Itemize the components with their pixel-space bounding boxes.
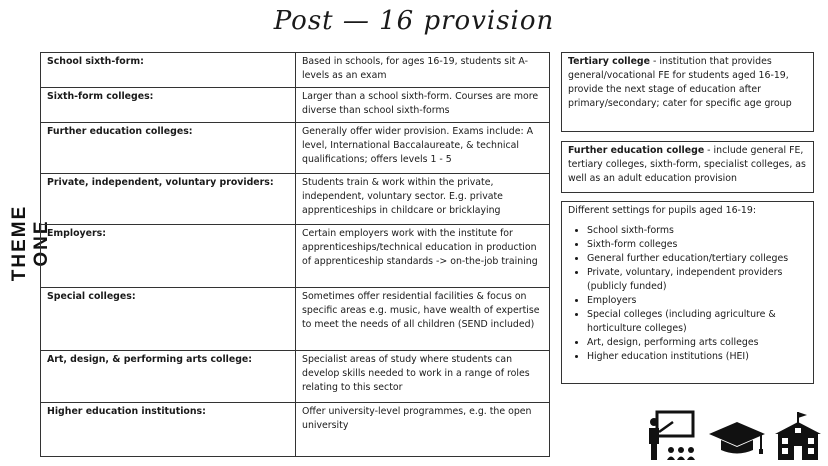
table-row — [41, 351, 550, 403]
list-item: • Private, voluntary, independent providers (publicly funded) — [587, 266, 808, 294]
row-value: Students train & work within the private, independent, voluntary sector. E.g. private apprenticeships in childcare or bricklaying — [296, 174, 550, 225]
table-row — [41, 403, 550, 457]
list-item: • Higher education institutions (HEI) — [587, 350, 808, 364]
list-item: • Employers — [587, 294, 808, 308]
row-key: Art, design, & performing arts college: — [41, 351, 296, 403]
table-row — [41, 288, 550, 351]
settings-heading: Different settings for pupils aged 16-19: — [568, 205, 757, 216]
list-item: • Special colleges (including agriculture & horticulture colleges) — [587, 308, 808, 336]
row-key: Higher education institutions: — [41, 403, 296, 457]
fe-college-definition: - include general FE, tertiary colleges, sixth-form, specialist colleges, as well as an adult education provision — [568, 145, 806, 184]
row-value: Larger than a school sixth-form. Courses are more diverse than school sixth-forms — [296, 88, 550, 123]
page-title: Post — 16 provision — [273, 6, 555, 36]
list-item: • General further education/tertiary colleges — [587, 252, 808, 266]
row-value: Generally offer wider provision. Exams include: A level, International Baccalaureate, & technical qualifications; offers levels 1 - 5 — [296, 123, 550, 174]
row-key: Employers: — [41, 225, 296, 288]
tertiary-college-box — [561, 52, 814, 132]
table-row — [41, 123, 550, 174]
tertiary-college-definition: - institution that provides general/vocational FE for students aged 16-19, provide the next stage of education after primary/secondary; cater for specific age group — [568, 56, 792, 109]
table-row — [41, 53, 550, 88]
row-value: Offer university-level programmes, e.g. the open university — [296, 403, 550, 457]
list-item: • School sixth-forms — [587, 224, 808, 238]
table-row — [41, 174, 550, 225]
theme-label: THEME ONE — [9, 204, 52, 282]
row-value: Sometimes offer residential facilities & focus on specific areas e.g. music, have wealth of expertise to meet the needs of all children (SEND included) — [296, 288, 550, 351]
row-key: Special colleges: — [41, 288, 296, 351]
list-item: • Sixth-form colleges — [587, 238, 808, 252]
icon-group — [645, 410, 823, 462]
graduation-cap-icon — [709, 422, 765, 454]
teacher-board-icon — [649, 412, 695, 460]
table-row — [41, 225, 550, 288]
row-key: Private, independent, voluntary providers: — [41, 174, 296, 225]
row-value: Specialist areas of study where students can develop skills needed to work in a range of roles relating to this sector — [296, 351, 550, 403]
settings-list — [568, 224, 808, 364]
table-row — [41, 88, 550, 123]
provision-table — [40, 52, 550, 457]
row-key: Sixth-form colleges: — [41, 88, 296, 123]
row-key: Further education colleges: — [41, 123, 296, 174]
school-building-icon — [775, 412, 821, 460]
row-value: Certain employers work with the institute for apprenticeships/technical education in production of apprenticeship standards -> on-the-job training — [296, 225, 550, 288]
settings-box — [561, 201, 814, 384]
fe-college-term: Further education college — [568, 145, 705, 156]
tertiary-college-term: Tertiary college — [568, 56, 651, 67]
row-key: School sixth-form: — [41, 53, 296, 88]
fe-college-box — [561, 141, 814, 193]
list-item: • Art, design, performing arts colleges — [587, 336, 808, 350]
row-value: Based in schools, for ages 16-19, students sit A-levels as an exam — [296, 53, 550, 88]
